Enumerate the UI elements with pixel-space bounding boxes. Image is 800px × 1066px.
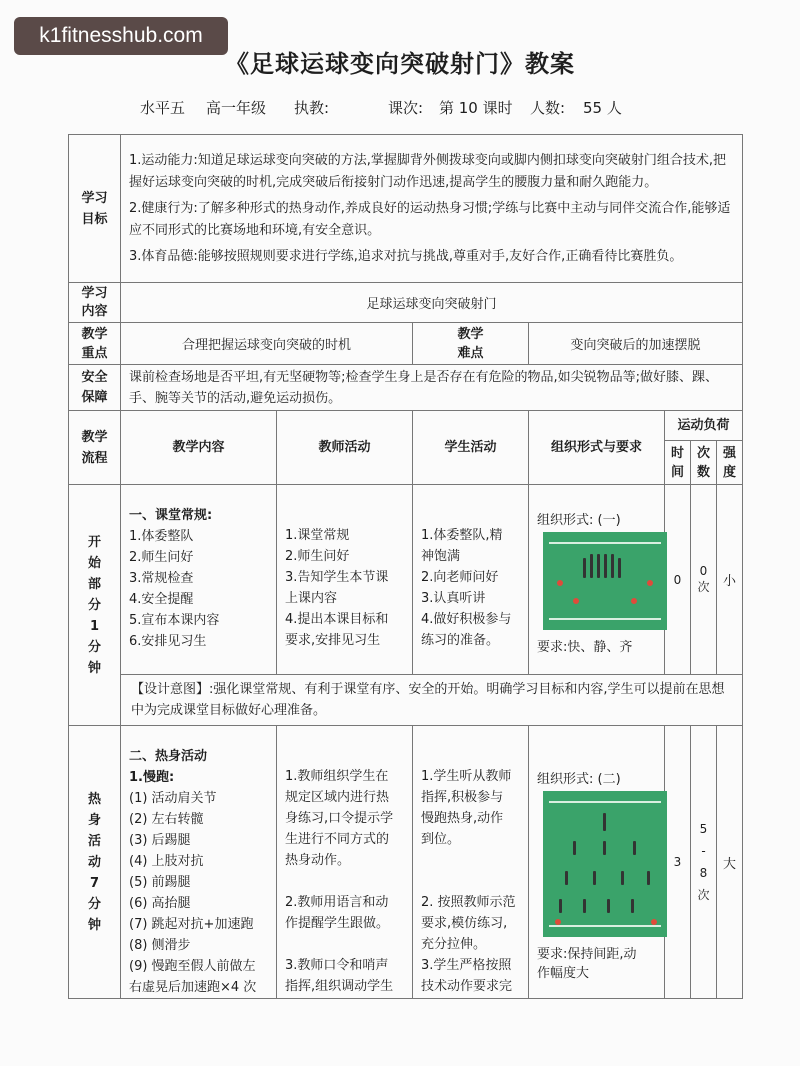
part2-content xyxy=(121,726,277,999)
org-title: 组织形式: (二) xyxy=(537,772,621,787)
content-value: 足球运球变向突破射门 xyxy=(121,283,743,323)
org-header: 组织形式与要求 xyxy=(529,411,665,485)
part1-row xyxy=(69,485,743,675)
list-item: 1.体委整队,精 xyxy=(421,528,503,543)
list-item: 技术动作要求完 xyxy=(421,979,513,994)
list-item: 身练习,口令提示学 xyxy=(285,811,394,826)
part2-intensity: 大 xyxy=(717,726,743,999)
list-item: 2.教师用语言和动 xyxy=(285,895,389,910)
list-item: (6) 高抬腿 xyxy=(129,896,191,911)
level: 水平五 xyxy=(140,99,186,117)
list-item: 要求,安排见习生 xyxy=(285,633,381,648)
list-item: 2. 按照教师示范 xyxy=(421,895,516,910)
list-item: 3.常规检查 xyxy=(129,571,194,586)
lesson-value: 第 10 课时 xyxy=(439,99,513,117)
list-item: 1.教师组织学生在 xyxy=(285,769,389,784)
org-requirement: 要求:保持间距,动 xyxy=(537,947,637,962)
list-item: 4.提出本课目标和 xyxy=(285,612,389,627)
lesson-plan-table xyxy=(68,134,743,999)
objective-item: 1.运动能力:知道足球运球变向突破的方法,掌握脚背外侧拨球变向或脚内侧扣球变向突破射门组合技术,把握好运球变向突破的时机,完成突破后衔接射门动作迅速,提高学生的腰腹力量和耐久跑能力。 xyxy=(129,152,727,190)
objectives-label: 学习目标 xyxy=(69,135,121,283)
org-title: 组织形式: (一) xyxy=(537,513,621,528)
list-item: (7) 跳起对抗+加速跑 xyxy=(129,917,254,932)
key-point-value: 合理把握运球变向突破的时机 xyxy=(121,323,413,365)
load-header: 运动负荷 xyxy=(665,411,743,441)
flow-header: 教学流程 xyxy=(69,411,121,485)
list-item: 规定区域内进行热 xyxy=(285,790,390,805)
list-item: 神饱满 xyxy=(421,549,461,564)
part1-time: 0 xyxy=(665,485,691,675)
list-item: 5.宣布本课内容 xyxy=(129,613,220,628)
part1-intensity: 小 xyxy=(717,485,743,675)
list-item: 4.做好积极参与 xyxy=(421,612,512,627)
watermark: k1fitnesshub.com xyxy=(14,17,228,55)
objective-item: 2.健康行为:了解多种形式的热身动作,养成良好的运动热身习惯;学练与比赛中主动与同伴交流合作,能够适应不同形式的比赛场地和环境,有安全意识。 xyxy=(129,200,731,238)
lesson-label: 课次: xyxy=(388,99,424,117)
part2-count: 5 - 8 次 xyxy=(691,726,717,999)
objectives-row xyxy=(69,135,743,283)
lesson-info xyxy=(0,97,800,121)
time-header: 时间 xyxy=(665,441,691,485)
list-item: (3) 后踢腿 xyxy=(129,833,191,848)
safety-label: 安全保障 xyxy=(69,365,121,411)
part2-student xyxy=(413,726,529,999)
list-item: 右虚晃后加速跑×4 次 xyxy=(129,980,257,995)
part1-label: 开始部分1分钟 xyxy=(69,485,121,726)
part1-student xyxy=(413,485,529,675)
list-item: 充分拉伸。 xyxy=(421,937,487,952)
design-row xyxy=(69,675,743,726)
people-label: 人数: xyxy=(530,99,566,117)
list-item: (9) 慢跑至假人前做左 xyxy=(129,959,256,974)
difficulty-label: 教学难点 xyxy=(413,323,529,365)
list-item: 2.师生问好 xyxy=(285,549,350,564)
list-item: (8) 侧滑步 xyxy=(129,938,191,953)
list-item: 慢跑热身,动作 xyxy=(421,811,504,826)
part2-row xyxy=(69,726,743,999)
list-item: 要求,模仿练习, xyxy=(421,916,508,931)
page-title: 《足球运球变向突破射门》教案 xyxy=(225,50,575,78)
list-item: 3.学生严格按照 xyxy=(421,958,512,973)
list-item: 作提醒学生跟做。 xyxy=(285,916,390,931)
part2-label: 热身活动7分钟 xyxy=(69,726,121,999)
list-item: 4.安全提醒 xyxy=(129,592,194,607)
org-requirement: 要求:快、静、齐 xyxy=(537,640,633,655)
key-point-label: 教学重点 xyxy=(69,323,121,365)
safety-value: 课前检查场地是否平坦,有无坚硬物等;检查学生身上是否存在有危险的物品,如尖锐物品等;做好膝、踝、手、腕等关节的活动,避免运动损伤。 xyxy=(121,365,743,411)
list-item: 3.告知学生本节课 xyxy=(285,570,389,585)
objectives-text xyxy=(121,135,743,283)
list-item: 指挥,组织调动学生 xyxy=(285,979,394,994)
grade: 高一年级 xyxy=(206,99,267,117)
header-row xyxy=(69,411,743,441)
list-item: 上课内容 xyxy=(285,591,338,606)
student-header: 学生活动 xyxy=(413,411,529,485)
content-label: 学习内容 xyxy=(69,283,121,323)
list-item: 生进行不同方式的 xyxy=(285,832,390,847)
part2-org xyxy=(529,726,665,999)
list-item: 到位。 xyxy=(421,832,461,847)
list-item: 2.向老师问好 xyxy=(421,570,499,585)
list-item: 热身动作。 xyxy=(285,853,351,868)
part2-heading: 二、热身活动 xyxy=(129,749,208,764)
part1-content xyxy=(121,485,277,675)
part1-org xyxy=(529,485,665,675)
count-header: 次数 xyxy=(691,441,717,485)
part1-count: 0 次 xyxy=(691,485,717,675)
intensity-header: 强度 xyxy=(717,441,743,485)
list-item: 指挥,积极参与 xyxy=(421,790,504,805)
list-item: (1) 活动肩关节 xyxy=(129,791,217,806)
teacher-label: 执教: xyxy=(294,99,330,117)
list-item: (4) 上肢对抗 xyxy=(129,854,204,869)
part2-time: 3 xyxy=(665,726,691,999)
list-item: 6.安排见习生 xyxy=(129,634,207,649)
list-item: 3.认真听讲 xyxy=(421,591,486,606)
list-item: (2) 左右转髋 xyxy=(129,812,204,827)
list-item: 1.学生听从教师 xyxy=(421,769,512,784)
part2-teacher xyxy=(277,726,413,999)
list-item: 练习的准备。 xyxy=(421,633,500,648)
content-row xyxy=(69,283,743,323)
objective-item: 3.体育品德:能够按照规则要求进行学练,追求对抗与挑战,尊重对手,友好合作,正确看待比赛胜负。 xyxy=(129,248,683,264)
part1-heading: 一、课堂常规: xyxy=(129,508,213,523)
list-item: 1.课堂常规 xyxy=(285,528,350,543)
part1-teacher xyxy=(277,485,413,675)
formation-diagram-1 xyxy=(543,532,667,630)
content-header: 教学内容 xyxy=(121,411,277,485)
formation-diagram-2 xyxy=(543,791,667,937)
focus-row xyxy=(69,323,743,365)
difficulty-value: 变向突破后的加速摆脱 xyxy=(529,323,743,365)
design-intent: 【设计意图】:强化课堂常规、有利于课堂有序、安全的开始。明确学习目标和内容,学生可以提前在思想中为完成课堂目标做好心理准备。 xyxy=(121,675,743,726)
people-value: 55 人 xyxy=(583,99,622,117)
list-item: 3.教师口令和哨声 xyxy=(285,958,389,973)
list-item: (5) 前踢腿 xyxy=(129,875,191,890)
safety-row xyxy=(69,365,743,411)
org-requirement: 作幅度大 xyxy=(537,966,590,981)
teacher-header: 教师活动 xyxy=(277,411,413,485)
list-item: 2.师生问好 xyxy=(129,550,194,565)
part2-sub: 1.慢跑: xyxy=(129,770,175,785)
list-item: 1.体委整队 xyxy=(129,529,194,544)
